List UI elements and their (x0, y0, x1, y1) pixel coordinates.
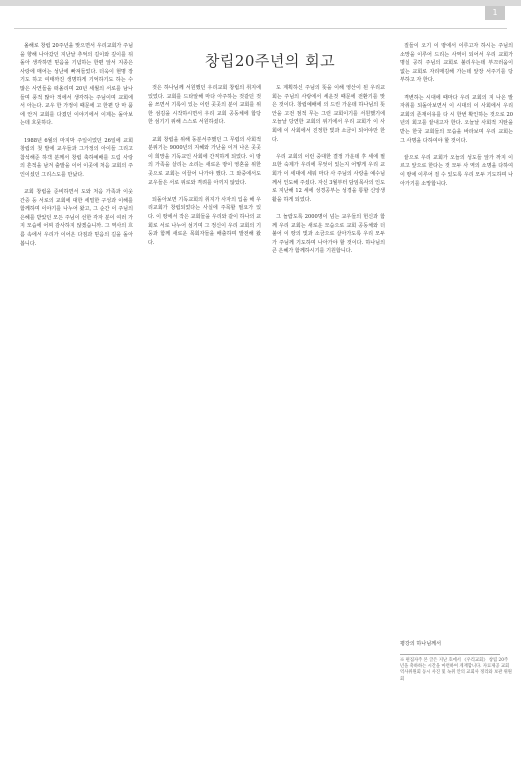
page-number: 1 (485, 6, 505, 20)
paragraph: 것은 하나님께 서원했던 우리교회 창립의 취지에 있었다. 교회를 드타알해 마다 아주하는 것같던 것을 쓰면서 기록이 있는 이런 곳곳의 분이 교회를 위한 섬김을 시작하시면서 우리 교회 공동체에 합당한 섬기기 위해 스스로 서원하셨다. (148, 85, 261, 126)
footnote-divider (400, 654, 500, 655)
text-column-2 (148, 84, 261, 684)
paragraph: 교회 창립을 준비하면서 도와 처음 가족과 이웃 간증 등 서로의 교회에 대한 세밀한 구성과 이해를 함께하며 이야기를 나누어 왔고, 그 순간 이 주님의 은혜를 받았던 모든 주님이 선한 각자 분이 여러 가지 모습에 어찌 감사하지 않겠습니까. 그 역사의 흐름 속에서 우리가 이어온 다짐과 믿음의 길을 돌아 봅니다. (20, 189, 133, 247)
text-column-1 (20, 42, 133, 497)
paragraph: 끝으로 우리 교회가 오늘의 성도들 앞가 까지 이르고 앞으로 한다는 것 모두 사 역의 소명을 다하여 이 땅에 이루어 질 수 있도록 우리 모두 기도하며 나아가기를 소망합니다. (400, 154, 513, 187)
paragraph: 도 계획하신 주님의 뜻을 이해 영산이 된 우리교회는 주님의 사랑에서 세운것 때문에 전환기를 맞은 것이다. 창립예배에 의 드린 가운데 하나님의 뜻안을 고전 점적 무는 그런 교회이기를 서원했기에 오늘날 당연한 교회의 위기에서 우리 교회가 이 사회에 이 사회에서 진정한 빛과 소금이 되어야만 한다. (272, 85, 385, 143)
paragraph: 교회 창립을 위해 동분서주했던 그 무렵의 사회적 분위기는 9000년의 지혜와 가난을 이겨 나온 곳곳이 희망을 기독교인 사회에 간직하게 되었다. 이 땅의 가족을 살리는 소리는 새로운 땅이 영혼을 위한 곳으로 교회는 이끌어 나가야 했다. 그 와중에서도 교우들은 서로 위로와 격려를 아끼지 않았다. (148, 136, 261, 186)
editor-footnote: ※ 편집자주 본 글은 지난 호에서 《우리교회》 창립 20주년을 축하하는 시간을 마련하여 게재합니다. 자료제공 교회역사위원회 동시 사진 및 녹취 안의 교회사 정리와 보관 위원회 (400, 658, 512, 682)
article-title: 창립20주년의 회고 (204, 52, 336, 70)
paragraph: 격변하는 시대에 때마다 우리 교회의 지 나온 발자취를 되돌아보면서 이 시대의 이 사회에서 우리 교회의 존재이유를 다 시 한번 확인하는 것으로 20년의 회고를 끝내고자 한다. 오늘날 사회적 지탄을 받는 한국 교회들의 모습을 바라보며 우리 교회는 그 사명을 다하여야 할 것이다. (400, 94, 513, 144)
paragraph: 그 놀랍도록 2000명이 넘는 교우들의 헌신과 함께 우리 교회는 새로운 모습으로 교회 공동체와 더불어 이 땅의 빛과 소금으로 살아가도록 우리 모두가 주님께 기도하며 나아가야 할 것이다. 하나님의 큰 은혜가 함께하시기를 기원합니다. (272, 213, 385, 255)
page-header-bar (0, 0, 521, 6)
header-rule (14, 28, 507, 29)
paragraph: 질들이 오기 이 땅에서 이루고자 하시는 주님의 소망을 이루어 드리는 사역이 되어서 우리 교회가 명실 공히 주님의 교회로 불리우는데 부끄러움이 없는 교회로 자리매김해 가는데 앞장 서주기를 당부하고 자 한다. (400, 43, 513, 84)
paragraph: 올해로 창립 20주년을 맞으면서 우리교회가 주님을 향해 나아갔던 지난날 추억의 길이와 깊이를 뒤돌아 생각하면 믿음을 기념하는 한편 앞서 지종은 사랑에 매어는 성난에 빠져들었다. 더욱이 현명 장기도 하고 여태까진 생명하게 기억하기도 하는 수많은 사연들을 떠올리며 20년 세월의 서로를 남나들며 풍적 많아 적에서 생각하는 주님이며 교회에서 아는다. 교우 한 가정이 때문에 고 한편 당 마 품에 안겨 교회를 다졌던 이야기에서 이제는 돌아보는데 흐뭇하다. (20, 43, 133, 127)
signoff-line: 평강의 하나님께서 (400, 641, 441, 647)
paragraph: 1988년 6월의 마지막 주일이었던 26일에 교회 창립의 첫 발에 교우들과 그가정의 아이들 그리고 참석해준 하객 분께서 창립 축하예배를 드림 사랑의 흔적을 남겨 출발을 이어 이곳에 처음 교회의 주인이셨던 그리스도를 만났다. (20, 137, 133, 178)
paragraph: 되돌아보면 기독교회의 취지가 사자의 입을 해 우리교회가 창립되었다는 사실에 주목할 필요가 있다. 이 땅에서 작은 교회들을 우리와 같이 하나의 교회로 서로 나누어 섬기며 그 정신이 우리 교회의 기둥과 함께 새로운 목회자들을 배출하며 발전해 왔다. (148, 196, 261, 246)
paragraph: 우리 교회의 이런 중대한 결정 가운데 후 세에 필요한 숙제가 우리에 무엇이 있는지 어떻게 우리 교회가 이 세대에 세워 마다 사 주님의 사랑을 예수님께서 인도해 주셨다. 자신 3월부터 담임목사의 인도로 지난해 12 세에 성경공부는 성경을 통할 신앙생활을 하게 되었다. (272, 153, 385, 203)
text-column-3 (272, 84, 385, 684)
text-column-4 (400, 42, 513, 627)
